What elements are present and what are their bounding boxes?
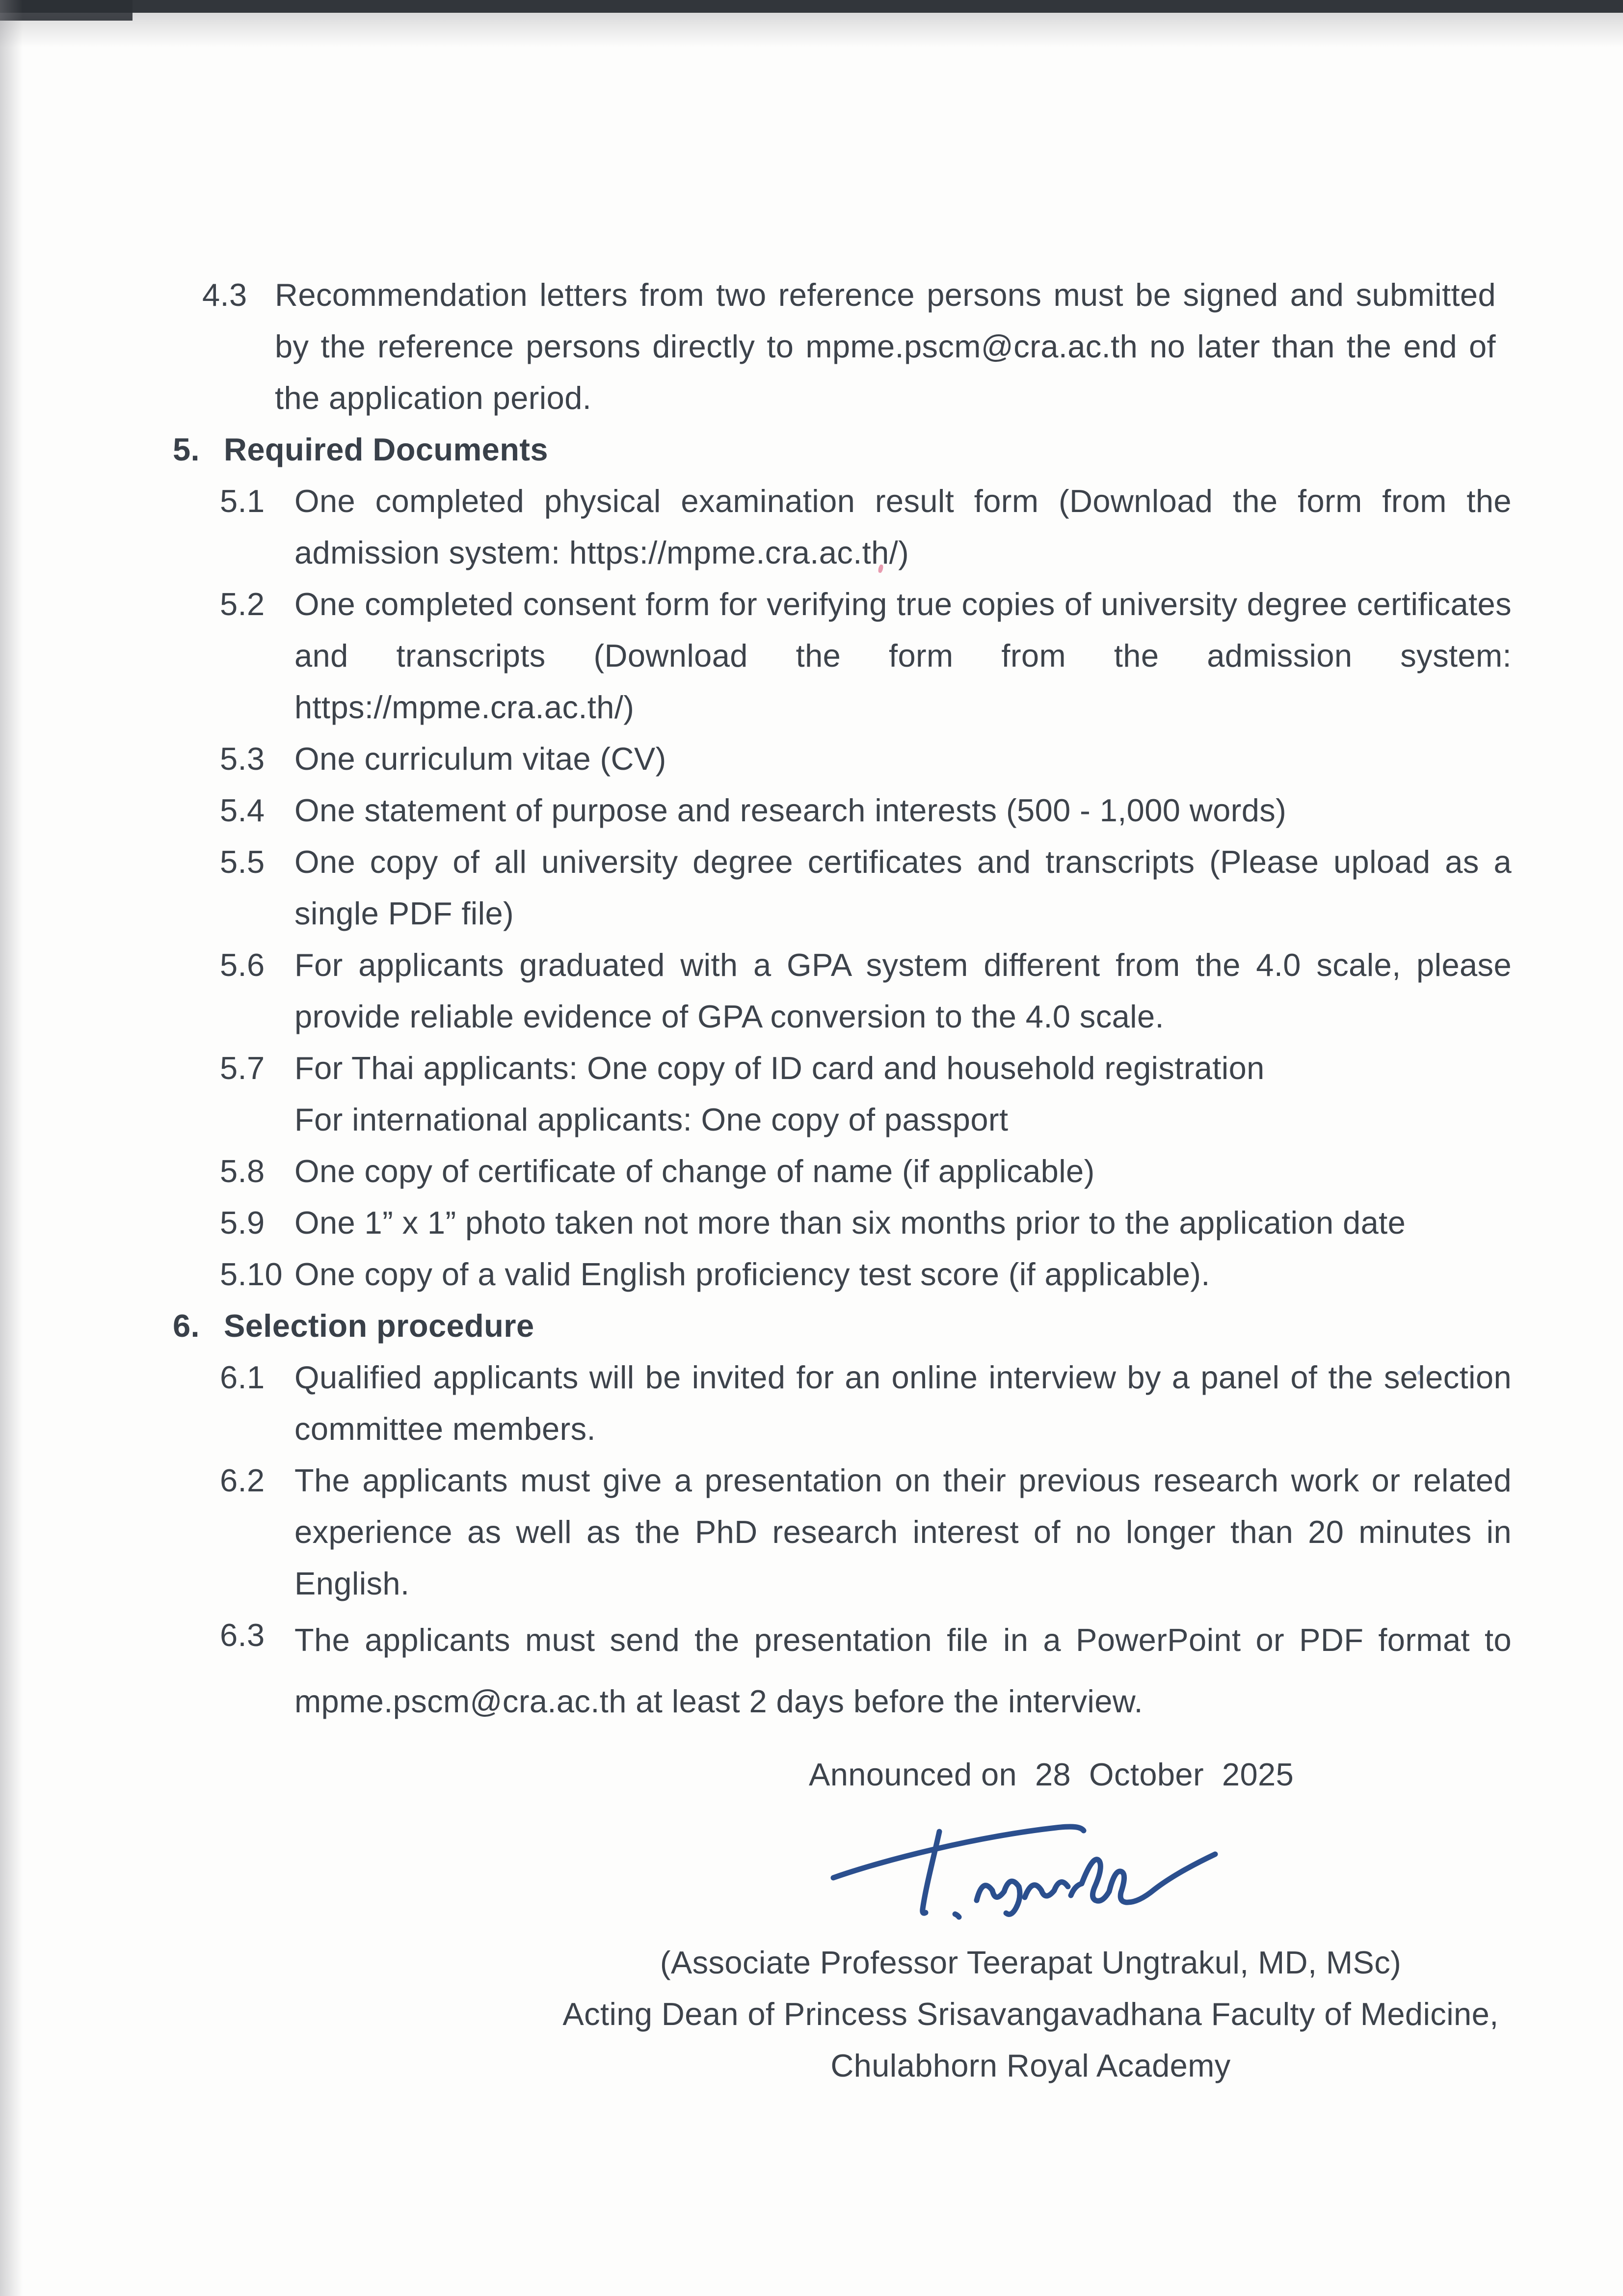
item-number: 5.8 [220,1153,265,1189]
item-text-line: For Thai applicants: One copy of ID card and household registration [294,1050,1265,1086]
list-item-6-2 [0,1455,1623,1609]
list-item-5-1 [0,475,1623,578]
document-content [0,269,1623,2091]
item-number: 5.10 [220,1256,283,1292]
item-number: 5.6 [220,947,265,983]
item-text: For applicants graduated with a GPA system different from the 4.0 scale, please provide reliable evidence of GPA conversion to the 4.0 scale. [294,947,1512,1034]
item-text: The applicants must send the presentation file in a PowerPoint or PDF format to mpme.pscm@cra.ac.th at least 2 days before the interview. [294,1622,1512,1719]
item-number: 5.2 [220,586,265,622]
item-text: One completed physical examination result form (Download the form from the admission system: https://mpme.cra.ac.th/) [294,483,1512,570]
list-item-6-1 [0,1351,1623,1455]
section-title: Selection procedure [224,1308,534,1344]
item-text: Qualified applicants will be invited for an online interview by a panel of the selection committee members. [294,1359,1512,1447]
list-item-5-3 [0,733,1623,784]
item-text: One copy of certificate of change of name (if applicable) [294,1153,1095,1189]
item-number: 4.3 [202,277,247,313]
list-item-5-10 [0,1248,1623,1300]
signer-name: (Associate Professor Teerapat Ungtrakul, MD, MSc) [660,1945,1402,1980]
item-text: One 1” x 1” photo taken not more than six months prior to the application date [294,1205,1406,1241]
list-item-5-5 [0,836,1623,939]
signer-org: Chulabhorn Royal Academy [830,2048,1231,2083]
signature-image [829,1813,1237,1926]
item-text: One statement of purpose and research interests (500 - 1,000 words) [294,792,1287,828]
item-number: 5.3 [220,741,265,777]
signature-block [0,1813,1623,1931]
list-item-5-7 [0,1042,1623,1145]
item-text-line: For international applicants: One copy of passport [294,1102,1009,1137]
list-item-4-3 [0,269,1623,424]
item-text [294,1042,1512,1145]
section-6-heading [0,1300,1623,1351]
announcement-date-line: Announced on 28 October 2025 [809,1756,1294,1792]
section-number: 5. [173,432,200,467]
item-number: 6.1 [220,1359,265,1395]
section-number: 6. [173,1308,200,1344]
item-number: 5.5 [220,844,265,880]
item-text: Recommendation letters from two reference persons must be signed and submitted by the reference persons directly to mpme.pscm@cra.ac.th no later than the end of the application period. [275,277,1496,416]
list-item-5-4 [0,784,1623,836]
scan-top-edge-artifact [0,0,1623,13]
list-item-5-2 [0,578,1623,733]
item-number: 6.3 [220,1617,265,1653]
signer-title: Acting Dean of Princess Srisavangavadhana Faculty of Medicine, [562,1996,1499,2032]
signer-block [432,1937,1623,2091]
item-text: One copy of a valid English proficiency test score (if applicable). [294,1256,1210,1292]
section-title: Required Documents [224,432,548,467]
scan-top-shadow-artifact [0,13,1623,47]
list-item-5-8 [0,1145,1623,1197]
item-text: One curriculum vitae (CV) [294,741,666,777]
section-5-heading [0,424,1623,475]
item-text: One copy of all university degree certificates and transcripts (Please upload as a single PDF file) [294,844,1512,931]
item-number: 6.2 [220,1462,265,1498]
item-number: 5.4 [220,792,265,828]
list-item-6-3 [0,1609,1623,1732]
item-number: 5.9 [220,1205,265,1241]
item-text: One completed consent form for verifying true copies of university degree certificates and transcripts (Download the form from the admission system: https://mpme.cra.ac.th/) [294,586,1512,725]
item-number: 5.7 [220,1050,265,1086]
item-text: The applicants must give a presentation on their previous research work or related experience as well as the PhD research interest of no longer than 20 minutes in English. [294,1462,1512,1601]
list-item-5-9 [0,1197,1623,1248]
list-item-5-6 [0,939,1623,1042]
item-number: 5.1 [220,483,265,519]
